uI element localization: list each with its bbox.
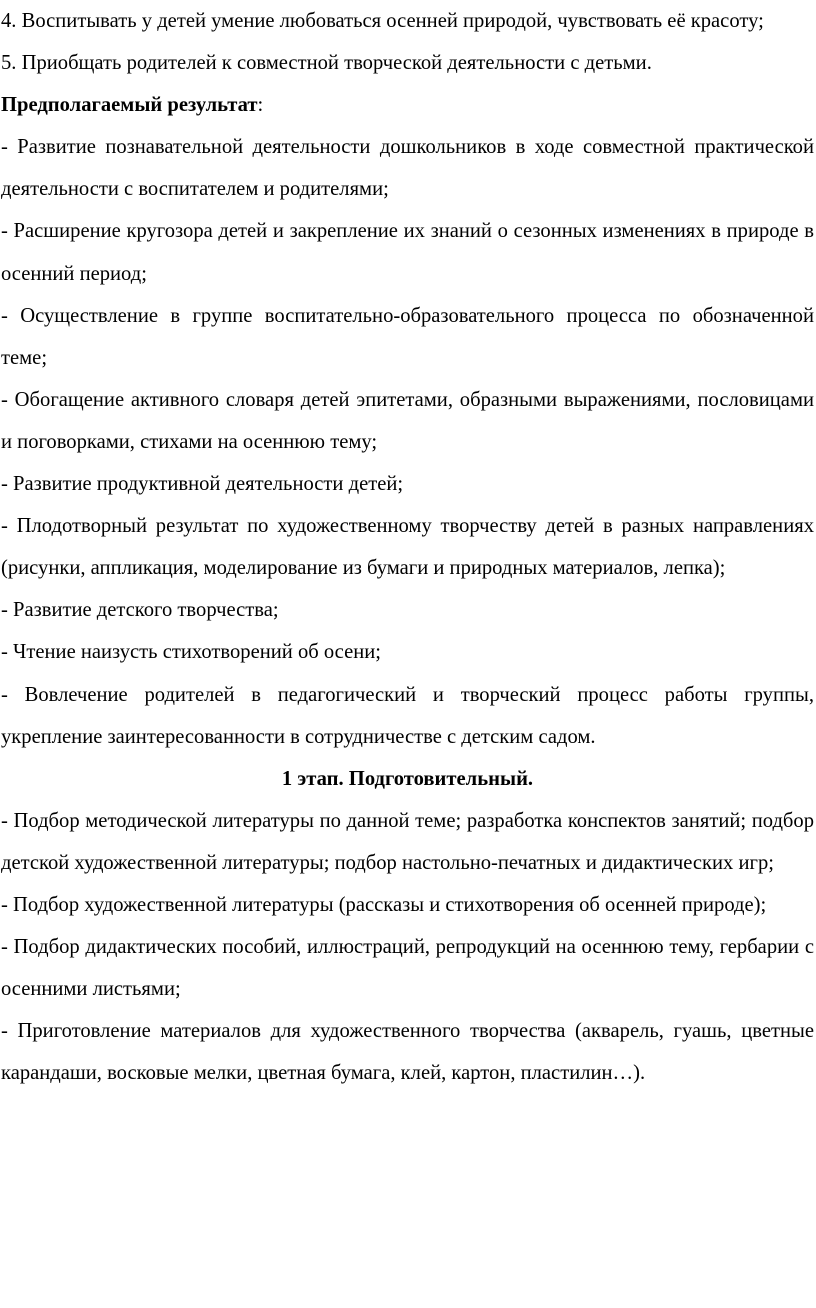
stage-item: - Подбор дидактических пособий, иллюстраций, репродукций на осеннюю тему, гербарии с осенними листьями; <box>1 936 814 1001</box>
stage-title: 1 этап. Подготовительный. <box>281 767 534 790</box>
goal-item: 5. Приобщать родителей к совместной творческой деятельности с детьми. <box>1 52 652 75</box>
result-item: - Развитие детского творчества; <box>1 599 279 622</box>
result-heading-line <box>1 84 814 126</box>
goal-item: 4. Воспитывать у детей умение любоваться осенней природой, чувствовать её красоту; <box>1 10 764 32</box>
result-item: - Вовлечение родителей в педагогический и творческий процесс работы группы, укрепление заинтересованности в сотрудничестве с детским садом. <box>1 683 814 748</box>
result-item: - Развитие познавательной деятельности дошкольников в ходе совместной практической деятельности с воспитателем и родителями; <box>1 136 814 201</box>
stage-item: - Приготовление материалов для художественного творчества (акварель, гуашь, цветные карандаши, восковые мелки, цветная бумага, клей, картон, пластилин…). <box>1 1020 814 1085</box>
result-item: - Плодотворный результат по художественному творчеству детей в разных направлениях (рисунки, аппликация, моделирование из бумаги и природных материалов, лепка); <box>1 515 814 580</box>
stage-item: - Подбор методической литературы по данной теме; разработка конспектов занятий; подбор детской художественной литературы; подбор настольно-печатных и дидактических игр; <box>1 809 814 874</box>
result-item: - Осуществление в группе воспитательно-образовательного процесса по обозначенной теме; <box>1 304 814 369</box>
result-item: - Развитие продуктивной деятельности детей; <box>1 473 404 496</box>
result-item: - Обогащение активного словаря детей эпитетами, образными выражениями, пословицами и поговорками, стихами на осеннюю тему; <box>1 388 814 453</box>
result-item: - Чтение наизусть стихотворений об осени; <box>1 641 381 664</box>
result-item: - Расширение кругозора детей и закрепление их знаний о сезонных изменениях в природе в осенний период; <box>1 220 814 285</box>
result-heading-suffix: : <box>257 94 264 117</box>
stage-item: - Подбор художественной литературы (рассказы и стихотворения об осенней природе); <box>1 893 767 916</box>
result-heading: Предполагаемый результат <box>1 94 258 117</box>
